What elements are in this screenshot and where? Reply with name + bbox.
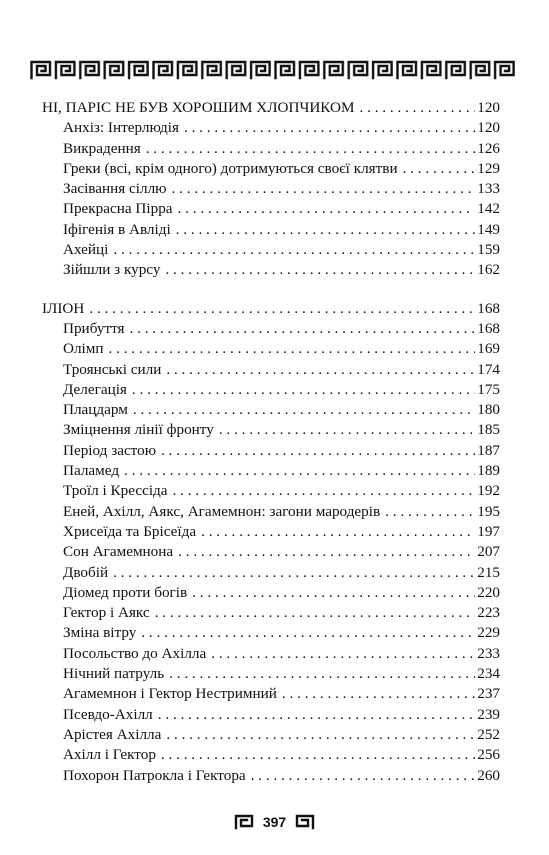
entry-title: Зміна вітру xyxy=(63,624,137,642)
entry-title: Олімп xyxy=(63,340,104,358)
dot-leader xyxy=(176,220,476,240)
entry-title: Троянські сили xyxy=(63,360,162,378)
entry-title: Гектор і Аякс xyxy=(63,604,150,622)
greek-key-left-icon xyxy=(234,814,256,830)
entry-title: Зміцнення лінії фронту xyxy=(63,421,214,439)
entry-page-number: 120 xyxy=(477,119,500,137)
dot-leader xyxy=(133,400,475,420)
section-spacer xyxy=(42,281,500,299)
entry-page-number: 189 xyxy=(477,462,500,480)
toc-entry xyxy=(42,623,500,643)
entry-page-number: 192 xyxy=(477,482,500,500)
dot-leader xyxy=(172,179,476,199)
entry-page-number: 239 xyxy=(477,705,500,723)
dot-leader xyxy=(155,603,476,623)
dot-leader xyxy=(360,98,476,118)
dot-leader xyxy=(109,339,476,359)
dot-leader xyxy=(211,644,475,664)
dot-leader xyxy=(166,725,475,745)
entry-page-number: 195 xyxy=(477,502,500,520)
entry-page-number: 185 xyxy=(477,421,500,439)
entry-page-number: 260 xyxy=(477,766,500,784)
toc-entry xyxy=(42,664,500,684)
dot-leader xyxy=(161,745,475,765)
toc-entry xyxy=(42,441,500,461)
entry-page-number: 256 xyxy=(477,746,500,764)
toc-entry xyxy=(42,481,500,501)
toc-entry xyxy=(42,400,500,420)
toc-entry xyxy=(42,542,500,562)
entry-title: Період застою xyxy=(63,441,157,459)
chapter-title: НІ, ПАРІС НЕ БУВ ХОРОШИМ ХЛОПЧИКОМ xyxy=(42,99,355,116)
toc-entry xyxy=(42,522,500,542)
toc-entry xyxy=(42,725,500,745)
entry-page-number: 129 xyxy=(477,159,500,177)
entry-title: Похорон Патрокла і Гектора xyxy=(63,766,246,784)
dot-leader xyxy=(158,705,475,725)
dot-leader xyxy=(124,461,475,481)
entry-title: Двобій xyxy=(63,563,109,581)
dot-leader xyxy=(201,522,475,542)
entry-title: Прекрасна Пірра xyxy=(63,200,173,218)
dot-leader xyxy=(192,583,475,603)
entry-page-number: 180 xyxy=(477,401,500,419)
entry-title: Еней, Ахілл, Аякс, Агамемнон: загони мародерів xyxy=(63,502,381,520)
entry-title: Делегація xyxy=(63,380,127,398)
entry-page-number: 187 xyxy=(477,441,500,459)
toc-entry xyxy=(42,199,500,219)
entry-page-number: 215 xyxy=(477,563,500,581)
entry-title: Агамемнон і Гектор Нестримний xyxy=(63,685,277,703)
table-of-contents xyxy=(42,98,500,786)
entry-title: Викрадення xyxy=(63,139,141,157)
entry-page-number: 197 xyxy=(477,522,500,540)
chapter-page-number: 168 xyxy=(477,299,500,317)
dot-leader xyxy=(251,766,476,786)
entry-page-number: 168 xyxy=(477,319,500,337)
toc-entry xyxy=(42,644,500,664)
entry-page-number: 233 xyxy=(477,644,500,662)
entry-title: Іфігенія в Авліді xyxy=(63,220,171,238)
chapter-page-number: 120 xyxy=(477,99,500,116)
entry-title: Арістея Ахілла xyxy=(63,725,162,743)
entry-title: Посольство до Ахілла xyxy=(63,644,207,662)
toc-entry xyxy=(42,118,500,138)
entry-title: Прибуття xyxy=(63,319,125,337)
dot-leader xyxy=(146,139,476,159)
dot-leader xyxy=(219,420,475,440)
entry-title: Нічний патруль xyxy=(63,665,165,683)
toc-entry xyxy=(42,159,500,179)
toc-entry xyxy=(42,705,500,725)
entry-page-number: 174 xyxy=(477,360,500,378)
dot-leader xyxy=(173,481,476,501)
entry-title: Сон Агамемнона xyxy=(63,543,174,561)
entry-title: Паламед xyxy=(63,462,120,480)
dot-leader xyxy=(282,684,475,704)
toc-entry xyxy=(42,583,500,603)
toc-entry xyxy=(42,179,500,199)
entry-page-number: 175 xyxy=(477,380,500,398)
toc-chapter-entry xyxy=(42,98,500,118)
entry-page-number: 159 xyxy=(477,241,500,259)
entry-page-number: 126 xyxy=(477,139,500,157)
greek-key-border-icon xyxy=(30,60,518,80)
entry-title: Ахейці xyxy=(63,241,109,259)
dot-leader xyxy=(141,623,475,643)
toc-entry xyxy=(42,220,500,240)
entry-page-number: 149 xyxy=(477,220,500,238)
toc-entry xyxy=(42,502,500,522)
entry-page-number: 220 xyxy=(477,583,500,601)
entry-page-number: 237 xyxy=(477,685,500,703)
entry-page-number: 234 xyxy=(477,665,500,683)
toc-entry xyxy=(42,684,500,704)
entry-title: Діомед проти богів xyxy=(63,583,188,601)
greek-key-right-icon xyxy=(293,814,315,830)
dot-leader xyxy=(130,319,476,339)
entry-title: Засівання сіллю xyxy=(63,180,167,198)
dot-leader xyxy=(165,260,475,280)
entry-title: Греки (всі, крім одного) дотримуються своєї клятви xyxy=(63,159,398,177)
page-folio xyxy=(0,813,549,835)
dot-leader xyxy=(89,299,475,319)
dot-leader xyxy=(184,118,475,138)
toc-entry xyxy=(42,420,500,440)
page-number: 397 xyxy=(262,814,287,831)
dot-leader xyxy=(403,159,476,179)
dot-leader xyxy=(169,664,475,684)
entry-page-number: 133 xyxy=(477,180,500,198)
toc-entry xyxy=(42,139,500,159)
toc-entry xyxy=(42,260,500,280)
entry-page-number: 223 xyxy=(477,604,500,622)
dot-leader xyxy=(178,199,476,219)
dot-leader xyxy=(132,380,475,400)
toc-entry xyxy=(42,360,500,380)
entry-title: Ахілл і Гектор xyxy=(63,746,156,764)
entry-title: Псевдо-Ахілл xyxy=(63,705,153,723)
toc-entry xyxy=(42,240,500,260)
dot-leader xyxy=(113,240,475,260)
dot-leader xyxy=(178,542,475,562)
toc-entry xyxy=(42,603,500,623)
entry-title: Троїл і Крессіда xyxy=(63,482,168,500)
entry-page-number: 169 xyxy=(477,340,500,358)
toc-entry xyxy=(42,766,500,786)
entry-title: Анхіз: Інтерлюдія xyxy=(63,119,179,137)
entry-title: Зійшли з курсу xyxy=(63,261,161,279)
entry-title: Плацдарм xyxy=(63,401,128,419)
toc-entry xyxy=(42,380,500,400)
toc-entry xyxy=(42,319,500,339)
dot-leader xyxy=(385,502,475,522)
chapter-title: ІЛІОН xyxy=(42,299,85,317)
toc-chapter-entry xyxy=(42,299,500,319)
toc-entry xyxy=(42,461,500,481)
dot-leader xyxy=(113,563,475,583)
entry-page-number: 229 xyxy=(477,624,500,642)
entry-page-number: 252 xyxy=(477,725,500,743)
toc-entry xyxy=(42,339,500,359)
dot-leader xyxy=(161,441,475,461)
toc-entry xyxy=(42,563,500,583)
dot-leader xyxy=(166,360,475,380)
entry-page-number: 162 xyxy=(477,261,500,279)
entry-page-number: 207 xyxy=(477,543,500,561)
entry-page-number: 142 xyxy=(477,200,500,218)
toc-entry xyxy=(42,745,500,765)
entry-title: Хрисеїда та Брісеїда xyxy=(63,522,197,540)
